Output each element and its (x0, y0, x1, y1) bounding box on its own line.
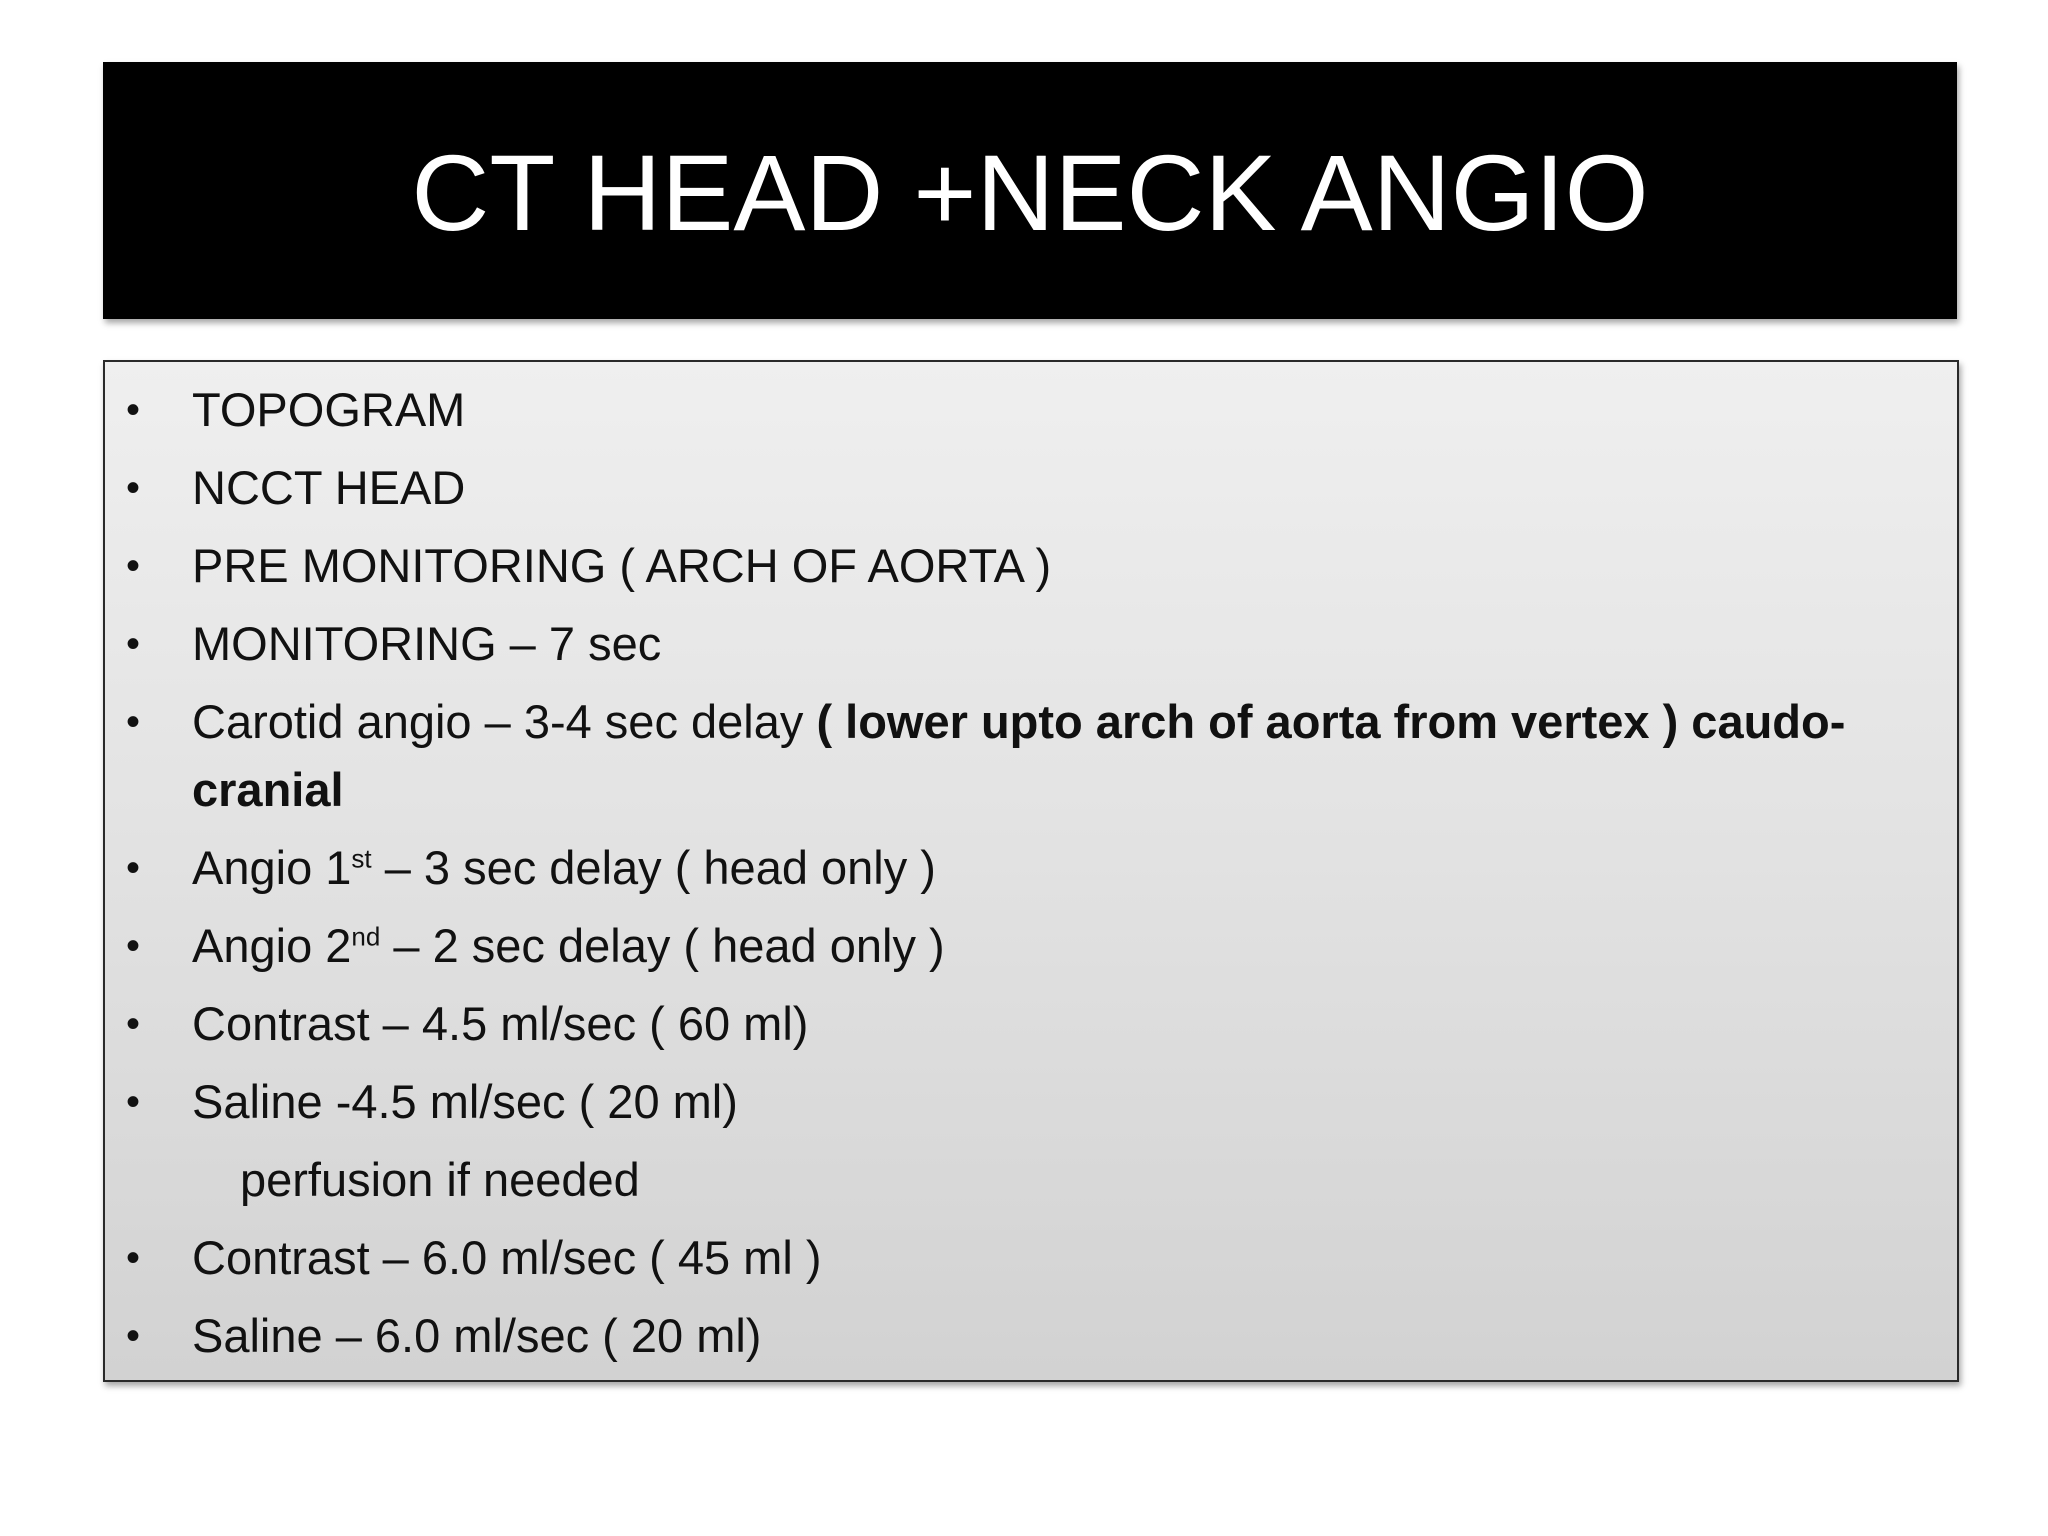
bullet-icon: • (126, 924, 141, 968)
list-item-text: Angio 2 (192, 919, 352, 972)
list-item-text: Angio 1 (192, 841, 352, 894)
bullet-icon: • (126, 1236, 141, 1280)
ordinal-suffix: st (351, 843, 372, 874)
list-item (105, 1224, 1957, 1292)
list-item-continuation (105, 1146, 1957, 1214)
list-item (105, 990, 1957, 1058)
bullet-icon: • (126, 1080, 141, 1124)
list-item-text: Saline -4.5 ml/sec ( 20 ml) (192, 1075, 738, 1128)
list-item-text: PRE MONITORING ( ARCH OF AORTA ) (192, 539, 1052, 592)
list-item-text: perfusion if needed (240, 1153, 640, 1206)
list-item-bold-text: ( lower upto arch of aorta from vertex ) caudo-cranial (192, 695, 1846, 816)
slide-title: CT HEAD +NECK ANGIO (411, 132, 1649, 253)
list-item-text: NCCT HEAD (192, 461, 466, 514)
list-item (105, 1302, 1957, 1370)
list-item (105, 376, 1957, 444)
title-bar (103, 62, 1957, 319)
list-item-text: Carotid angio – 3-4 sec delay (192, 695, 817, 748)
ordinal-suffix: nd (351, 921, 381, 952)
content-box (103, 360, 1959, 1382)
bullet-icon: • (126, 700, 141, 744)
list-item-text: Contrast – 6.0 ml/sec ( 45 ml ) (192, 1231, 822, 1284)
list-item-text: TOPOGRAM (192, 383, 466, 436)
list-item-text: MONITORING – 7 sec (192, 617, 662, 670)
bullet-icon: • (126, 846, 141, 890)
bullet-icon: • (126, 622, 141, 666)
bullet-icon: • (126, 388, 141, 432)
list-item (105, 688, 1957, 824)
list-item-text-rest: – 3 sec delay ( head only ) (371, 841, 936, 894)
bullet-icon: • (126, 466, 141, 510)
list-item (105, 610, 1957, 678)
bullet-icon: • (126, 1002, 141, 1046)
list-item-text: Contrast – 4.5 ml/sec ( 60 ml) (192, 997, 809, 1050)
bullet-list (105, 376, 1957, 1380)
bullet-icon: • (126, 1314, 141, 1358)
list-item (105, 834, 1957, 902)
list-item (105, 912, 1957, 980)
list-item-text: Saline – 6.0 ml/sec ( 20 ml) (192, 1309, 762, 1362)
list-item (105, 532, 1957, 600)
bullet-icon: • (126, 544, 141, 588)
list-item (105, 454, 1957, 522)
list-item-text-rest: – 2 sec delay ( head only ) (380, 919, 945, 972)
list-item (105, 1068, 1957, 1136)
